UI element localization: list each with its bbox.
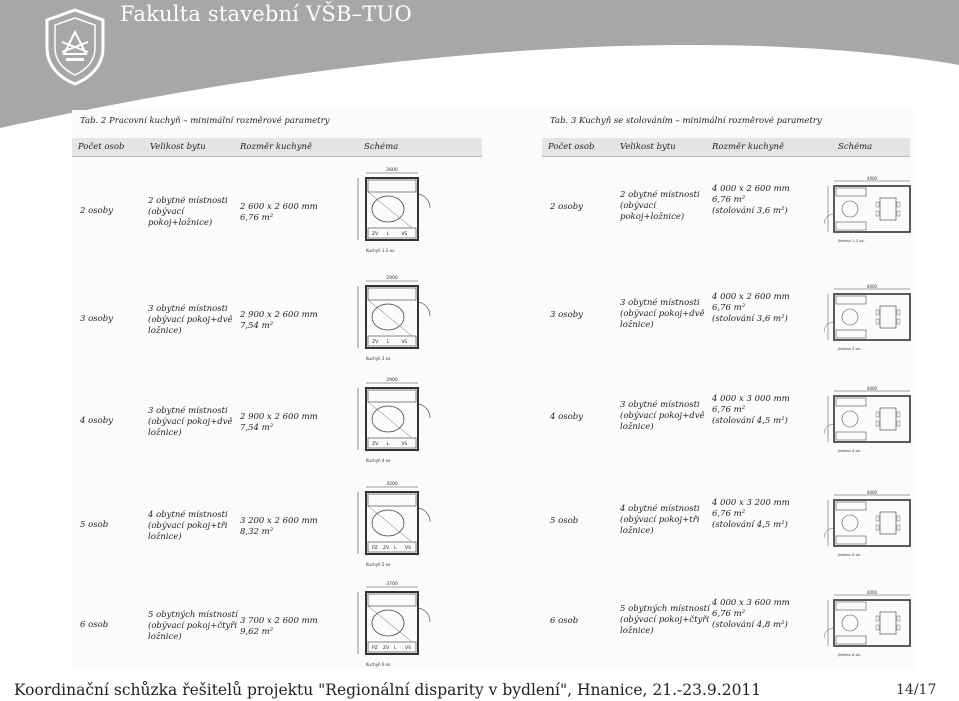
dining-plan-icon xyxy=(824,490,912,566)
size-cell xyxy=(620,298,705,331)
table-row xyxy=(72,170,482,260)
dims-cell-line: 4 000 x 2 600 mm xyxy=(712,292,790,302)
table-kitchen-dining xyxy=(542,110,917,670)
size-cell-line: 2 obytné místnosti xyxy=(620,190,700,200)
col-header-schema: Schéma xyxy=(364,142,399,152)
dims-cell xyxy=(712,394,790,427)
plan-width-label: 4000 xyxy=(866,284,878,289)
size-cell xyxy=(148,196,228,229)
fixture-label: L xyxy=(386,340,390,345)
fixture-label: VS xyxy=(401,442,408,447)
dims-cell-line: 2 900 x 2 600 mm xyxy=(240,310,318,320)
dims-cell-line: 3 700 x 2 600 mm xyxy=(240,616,318,626)
col-header-size: Velikost bytu xyxy=(150,142,206,152)
fixture-label: VS xyxy=(401,232,408,237)
dims-cell xyxy=(712,292,790,325)
size-cell-line: 3 obytné místnosti xyxy=(148,406,228,416)
size-cell-line: 4 obytné místnosti xyxy=(620,504,700,514)
plan-caption: Kuchyň 3 os. xyxy=(366,356,392,361)
plan-caption: Jídelna 4 os. xyxy=(838,448,862,453)
dims-cell-line: 4 000 x 3 200 mm xyxy=(712,498,790,508)
plan-caption: Jídelna 5 os. xyxy=(838,552,862,557)
size-cell-line: ložnice) xyxy=(620,422,654,432)
fixture-label: VS xyxy=(405,546,411,551)
size-cell-line: pokoj+ložnice) xyxy=(148,218,213,228)
persons-cell: 3 osoby xyxy=(550,310,583,320)
dims-cell-line: (stolování 4,8 m²) xyxy=(712,620,788,630)
table-row xyxy=(542,584,917,674)
size-cell-line: (obývací pokoj+dvě xyxy=(148,417,233,427)
fixture-label: L xyxy=(394,546,397,551)
plan-width-label: 2900 xyxy=(386,276,398,281)
table-row xyxy=(542,484,917,574)
dims-cell-line: 3 200 x 2 600 mm xyxy=(240,516,318,526)
size-cell-line: ložnice) xyxy=(148,326,182,336)
size-cell-line: ložnice) xyxy=(620,526,654,536)
plan-caption: Kuchyň 6 os. xyxy=(366,662,392,667)
persons-cell: 3 osoby xyxy=(80,314,113,324)
dims-cell-line: (stolování 4,5 m²) xyxy=(712,416,788,426)
dims-cell-line: 4 000 x 3 600 mm xyxy=(712,598,790,608)
kitchen-plan-icon xyxy=(354,272,434,368)
table-row xyxy=(542,278,917,368)
size-cell-line: 3 obytné místnosti xyxy=(148,304,228,314)
dims-cell-line: 9,62 m² xyxy=(240,627,274,637)
persons-cell: 2 osoby xyxy=(550,202,583,212)
table-row xyxy=(542,170,917,260)
plan-caption: Jídelna 6 os. xyxy=(838,652,862,657)
fixture-label: L xyxy=(386,232,390,237)
table-title: Tab. 2 Pracovní kuchyň – minimální rozměrové parametry xyxy=(80,116,330,126)
col-header-dims: Rozměr kuchyně xyxy=(712,142,785,152)
persons-cell: 5 osob xyxy=(80,520,109,530)
persons-cell: 4 osoby xyxy=(80,416,113,426)
fixture-label: PZ xyxy=(372,646,378,651)
dims-cell xyxy=(240,202,318,224)
size-cell xyxy=(620,504,700,537)
table-row xyxy=(72,484,482,574)
size-cell-line: 3 obytné místnosti xyxy=(620,298,700,308)
plan-caption: Kuchyň 5 os. xyxy=(366,562,392,567)
size-cell-line: 5 obytných místností xyxy=(620,604,710,614)
faculty-logo-icon xyxy=(40,6,110,86)
persons-cell: 6 osob xyxy=(550,616,579,626)
table-working-kitchen xyxy=(72,110,482,670)
dims-cell xyxy=(712,598,790,631)
plan-width-label: 2600 xyxy=(386,168,398,173)
size-cell xyxy=(148,510,228,543)
dining-plan-icon xyxy=(824,590,912,666)
dims-cell-line: 6,76 m² xyxy=(712,405,746,415)
size-cell-line: ložnice) xyxy=(148,632,182,642)
persons-cell: 5 osob xyxy=(550,516,579,526)
col-header-dims: Rozměr kuchyně xyxy=(240,142,313,152)
dims-cell xyxy=(240,616,318,638)
page-number: 14/17 xyxy=(896,682,937,698)
size-cell-line: ložnice) xyxy=(620,626,654,636)
plan-width-label: 4000 xyxy=(866,490,878,495)
table-row xyxy=(72,278,482,368)
plan-width-label: 4000 xyxy=(866,386,878,391)
fixture-label: ZV xyxy=(383,646,390,651)
plan-caption: Jídelna 3 os. xyxy=(838,346,862,351)
size-cell-line: (obývací xyxy=(620,201,657,211)
size-cell-line: ložnice) xyxy=(620,320,654,330)
dims-cell-line: 6,76 m² xyxy=(712,609,746,619)
size-cell-line: (obývací pokoj+tři xyxy=(148,521,228,531)
col-header-persons: Počet osob xyxy=(548,142,595,152)
col-header-size: Velikost bytu xyxy=(620,142,676,152)
dims-cell-line: 2 900 x 2 600 mm xyxy=(240,412,318,422)
fixture-label: L xyxy=(386,442,390,447)
dims-cell xyxy=(240,310,318,332)
fixture-label: ZV xyxy=(372,340,379,345)
plan-width-label: 4000 xyxy=(866,176,878,181)
col-header-schema: Schéma xyxy=(838,142,873,152)
fixture-label: ZV xyxy=(383,546,390,551)
dims-cell-line: (stolování 3,6 m²) xyxy=(712,206,788,216)
persons-cell: 4 osoby xyxy=(550,412,583,422)
table-row xyxy=(542,380,917,470)
col-header-persons: Počet osob xyxy=(78,142,125,152)
dims-cell-line: 4 000 x 2 600 mm xyxy=(712,184,790,194)
dining-plan-icon xyxy=(824,176,912,252)
size-cell xyxy=(620,400,705,433)
size-cell-line: (obývací pokoj+dvě xyxy=(148,315,233,325)
dims-cell-line: 6,76 m² xyxy=(712,195,746,205)
dims-cell-line: 6,76 m² xyxy=(712,303,746,313)
size-cell-line: 2 obytné místnosti xyxy=(148,196,228,206)
size-cell-line: ložnice) xyxy=(148,428,182,438)
kitchen-plan-icon xyxy=(354,164,434,260)
fixture-label: ZV xyxy=(372,442,379,447)
size-cell-line: ložnice) xyxy=(148,532,182,542)
dining-plan-icon xyxy=(824,386,912,462)
size-cell-line: (obývací pokoj+dvě xyxy=(620,411,705,421)
plan-caption: Jídelna 1-2 os. xyxy=(838,238,865,243)
size-cell-line: 4 obytné místnosti xyxy=(148,510,228,520)
kitchen-plan-icon xyxy=(354,578,434,674)
kitchen-plan-icon xyxy=(354,374,434,470)
dims-cell-line: (stolování 4,5 m²) xyxy=(712,520,788,530)
table-header-row xyxy=(72,138,482,157)
size-cell-line: (obývací pokoj+dvě xyxy=(620,309,705,319)
size-cell-line: pokoj+ložnice) xyxy=(620,212,685,222)
size-cell-line: (obývací xyxy=(148,207,185,217)
dims-cell-line: 8,32 m² xyxy=(240,527,274,537)
plan-width-label: 2900 xyxy=(386,378,398,383)
table-header-row xyxy=(542,138,910,157)
size-cell xyxy=(148,304,233,337)
dims-cell-line: 4 000 x 3 000 mm xyxy=(712,394,790,404)
size-cell xyxy=(620,604,710,637)
fixture-label: L xyxy=(394,646,397,651)
dims-cell-line: 2 600 x 2 600 mm xyxy=(240,202,318,212)
dims-cell-line: (stolování 3,6 m²) xyxy=(712,314,788,324)
table-row xyxy=(72,584,482,674)
size-cell-line: (obývací pokoj+tři xyxy=(620,515,700,525)
plan-caption: Kuchyň 4 os. xyxy=(366,458,392,463)
dims-cell-line: 6,76 m² xyxy=(712,509,746,519)
dims-cell xyxy=(712,498,790,531)
footer-text: Koordinační schůzka řešitelů projektu "Regionální disparity v bydlení", Hnanice, 21.-23.9.2011 xyxy=(14,681,762,699)
dims-cell xyxy=(240,516,318,538)
dims-cell xyxy=(240,412,318,434)
header-title: Fakulta stavební VŠB–TUO xyxy=(120,2,412,26)
fixture-label: PZ xyxy=(372,546,378,551)
fixture-label: VS xyxy=(401,340,408,345)
plan-width-label: 3200 xyxy=(386,482,398,487)
table-title: Tab. 3 Kuchyň se stolováním – minimální rozměrové parametry xyxy=(550,116,822,126)
plan-width-label: 4000 xyxy=(866,590,878,595)
dims-cell-line: 7,54 m² xyxy=(240,423,274,433)
dims-cell-line: 6,76 m² xyxy=(240,213,274,223)
size-cell xyxy=(620,190,700,223)
kitchen-plan-icon xyxy=(354,478,434,574)
size-cell xyxy=(148,610,238,643)
size-cell-line: (obývací pokoj+čtyři xyxy=(148,621,238,631)
dims-cell xyxy=(712,184,790,217)
fixture-label: VS xyxy=(405,646,411,651)
tables-figure xyxy=(72,110,917,670)
size-cell-line: (obývací pokoj+čtyři xyxy=(620,615,710,625)
dims-cell-line: 7,54 m² xyxy=(240,321,274,331)
plan-caption: Kuchyň 1-2 os. xyxy=(366,248,396,253)
size-cell xyxy=(148,406,233,439)
persons-cell: 2 osoby xyxy=(80,206,113,216)
size-cell-line: 5 obytných místností xyxy=(148,610,238,620)
table-row xyxy=(72,380,482,470)
fixture-label: ZV xyxy=(372,232,379,237)
plan-width-label: 3700 xyxy=(386,582,398,587)
size-cell-line: 3 obytné místnosti xyxy=(620,400,700,410)
persons-cell: 6 osob xyxy=(80,620,109,630)
dining-plan-icon xyxy=(824,284,912,360)
